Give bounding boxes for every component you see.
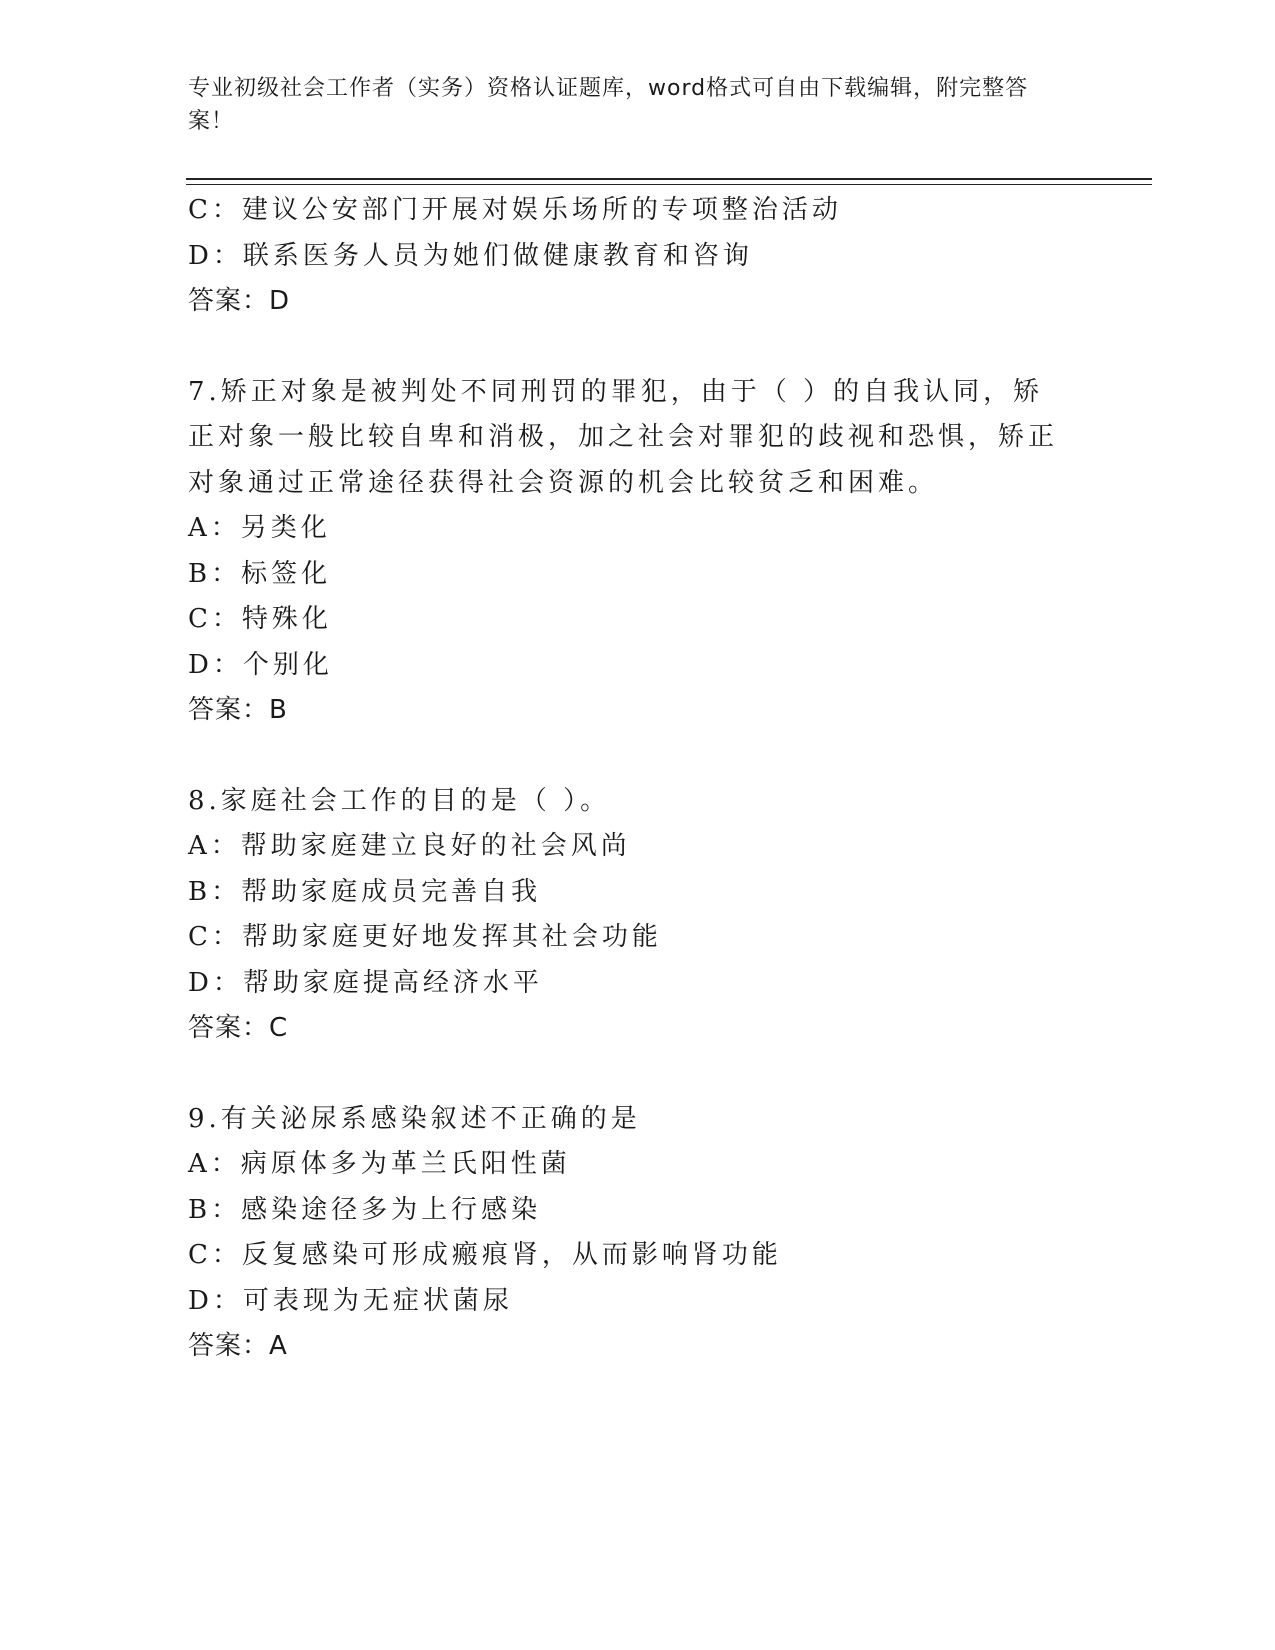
option-a: A：另类化 [188,513,331,543]
option-c: C：反复感染可形成瘢痕肾，从而影响肾功能 [188,1240,782,1270]
question-stem: 9.有关泌尿系感染叙述不正确的是 [188,1103,641,1134]
answer-line: 答案：B [188,695,288,725]
answer-line: 答案：A [188,1331,288,1361]
answer-line: 答案：C [188,1013,289,1043]
prev-question-block [188,188,1088,325]
document-body [188,188,1088,1370]
question-block [188,1097,1088,1370]
option-d: D：可表现为无症状菌尿 [188,1285,513,1316]
question-stem: 7.矫正对象是被判处不同刑罚的罪犯，由于（ ）的自我认同，矫正对象一般比较自卑和消极，加之社会对罪犯的歧视和恐惧，矫正对象通过正常途径获得社会资源的机会比较贫乏和困难。 [188,376,1059,498]
page-header: 专业初级社会工作者（实务）资格认证题库，word格式可自由下载编辑，附完整答案！ [188,76,1029,134]
option-b: B：感染途径多为上行感染 [188,1194,542,1225]
question-stem: 8.家庭社会工作的目的是（ ）。 [188,785,611,816]
header-rule-thin [186,184,1152,185]
option-c: C：建议公安部门开展对娱乐场所的专项整治活动 [188,195,842,225]
option-b: B：帮助家庭成员完善自我 [188,876,542,907]
header-rule-thick [186,178,1152,180]
option-c: C：帮助家庭更好地发挥其社会功能 [188,922,662,952]
option-d: D：个别化 [188,649,333,680]
option-c: C：特殊化 [188,604,332,634]
option-b: B：标签化 [188,558,332,589]
option-a: A：帮助家庭建立良好的社会风尚 [188,831,631,861]
option-a: A：病原体多为革兰氏阳性菌 [188,1149,571,1179]
answer-line: 答案：D [188,286,291,316]
question-block [188,370,1088,734]
question-block [188,779,1088,1052]
option-d: D：联系医务人员为她们做健康教育和咨询 [188,240,753,271]
option-d: D：帮助家庭提高经济水平 [188,967,543,998]
